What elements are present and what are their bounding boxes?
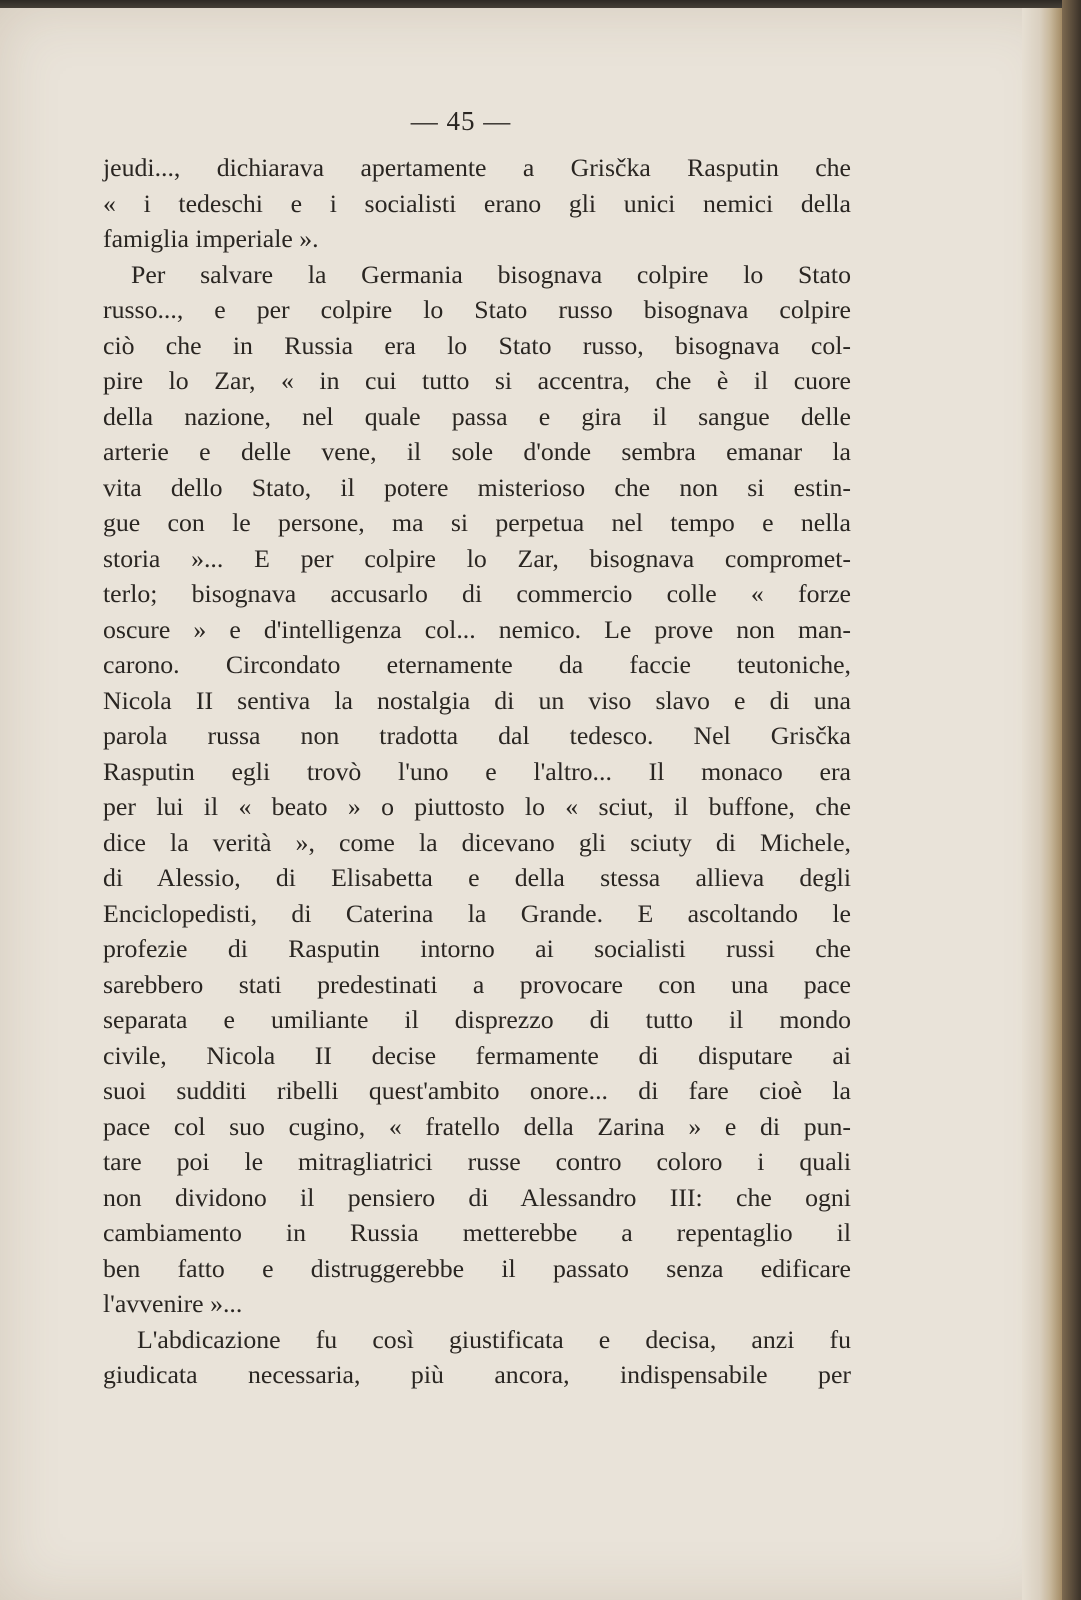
page-gutter-shadow <box>1022 8 1062 1600</box>
text-line: per lui il « beato » o piuttosto lo « sciut, il buffone, che <box>103 792 851 821</box>
text-line: dice la verità », come la dicevano gli sciuty di Michele, <box>103 827 851 857</box>
text-line: giudicata necessaria, più ancora, indispensabile per <box>103 1360 851 1389</box>
text-line: L'abdicazione fu così giustificata e decisa, anzi fu <box>137 1324 851 1354</box>
text-line: cambiamento in Russia metterebbe a repentaglio il <box>103 1218 851 1247</box>
text-line: Rasputin egli trovò l'uno e l'altro... Il monaco era <box>103 756 851 786</box>
text-line: russo..., e per colpire lo Stato russo bisognava colpire <box>103 295 851 324</box>
text-line: Per salvare la Germania bisognava colpire lo Stato <box>131 259 851 289</box>
text-line: « i tedeschi e i socialisti erano gli unici nemici della <box>103 188 851 218</box>
text-line: Enciclopedisti, di Caterina la Grande. E ascoltando le <box>103 898 851 928</box>
text-line: terlo; bisognava accusarlo di commercio colle « forze <box>103 579 851 608</box>
text-line: non dividono il pensiero di Alessandro III: che ogni <box>103 1182 851 1212</box>
text-line: della nazione, nel quale passa e gira il sangue delle <box>103 401 851 431</box>
text-line: gue con le persone, ma si perpetua nel tempo e nella <box>103 508 851 537</box>
text-line: ciò che in Russia era lo Stato russo, bisognava col- <box>103 330 851 360</box>
text-line: sarebbero stati predestinati a provocare con una pace <box>103 969 851 999</box>
text-line: parola russa non tradotta dal tedesco. Nel Grisčka <box>103 721 851 750</box>
text-line: carono. Circondato eternamente da faccie teutoniche, <box>103 650 851 679</box>
page-number: — 45 — <box>410 106 512 136</box>
book-spine-edge <box>1062 0 1081 1600</box>
text-line: l'avvenire »... <box>103 1289 243 1318</box>
text-line: separata e umiliante il disprezzo di tutto il mondo <box>103 1005 851 1034</box>
text-line: oscure » e d'intelligenza col... nemico. Le prove non man- <box>103 614 851 644</box>
text-line: di Alessio, di Elisabetta e della stessa allieva degli <box>103 863 851 892</box>
text-line: storia »... E per colpire lo Zar, bisognava compromet- <box>103 543 851 573</box>
text-line: ben fatto e distruggerebbe il passato senza edificare <box>103 1253 851 1283</box>
text-line: arterie e delle vene, il sole d'onde sembra emanar la <box>103 437 851 466</box>
body-text <box>103 150 851 1393</box>
text-line: tare poi le mitragliatrici russe contro coloro i quali <box>103 1147 851 1176</box>
text-line: suoi sudditi ribelli quest'ambito onore... di fare cioè la <box>103 1076 851 1105</box>
text-line: civile, Nicola II decise fermamente di disputare ai <box>103 1040 851 1070</box>
text-line: pire lo Zar, « in cui tutto si accentra, che è il cuore <box>103 366 851 395</box>
text-line: pace col suo cugino, « fratello della Zarina » e di pun- <box>103 1111 851 1141</box>
text-line: profezie di Rasputin intorno ai socialisti russi che <box>103 934 851 963</box>
text-line: jeudi..., dichiarava apertamente a Grisčka Rasputin che <box>103 153 851 182</box>
text-line: vita dello Stato, il potere misterioso che non si estin- <box>103 472 851 502</box>
text-line: famiglia imperiale ». <box>103 224 319 253</box>
text-line: Nicola II sentiva la nostalgia di un viso slavo e di una <box>103 685 851 715</box>
